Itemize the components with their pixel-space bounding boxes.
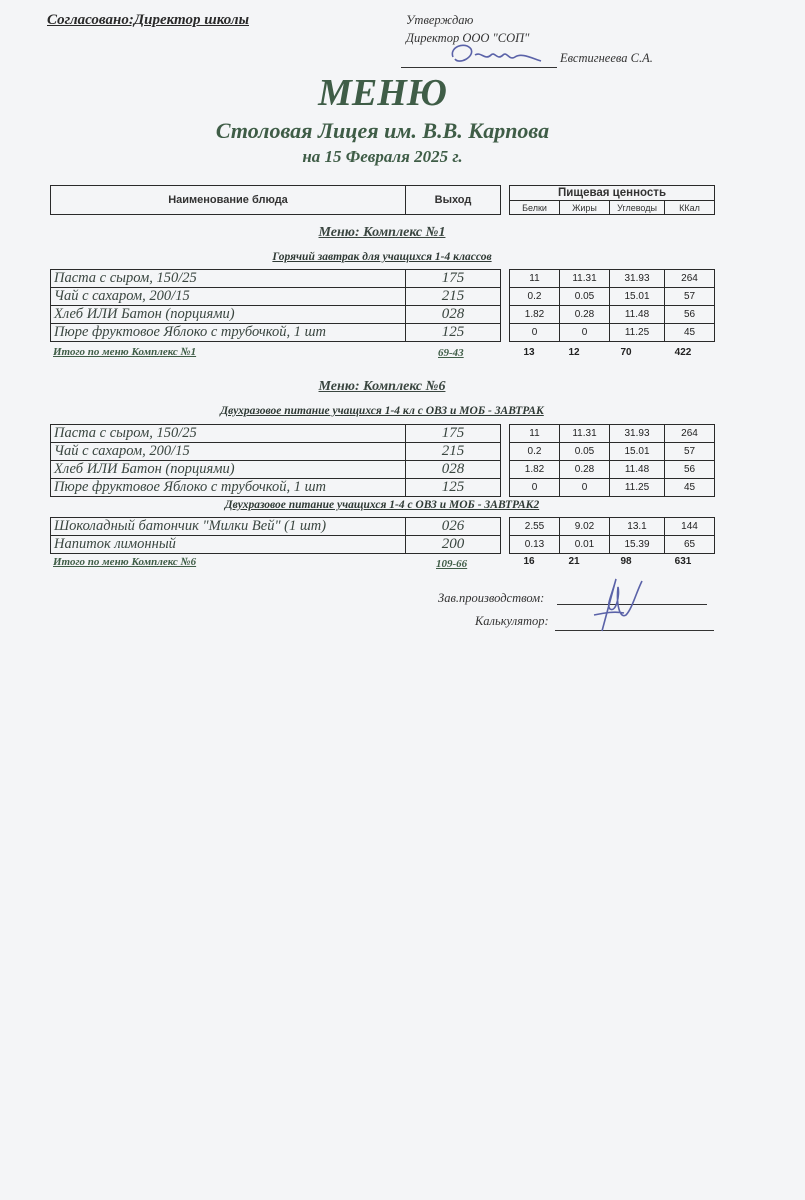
complex6-subtitle2: Двухразовое питание учащихся 1-4 с ОВЗ и МОБ - ЗАВТРАК2 — [224, 499, 540, 511]
dish-protein: 1.82 — [510, 461, 560, 479]
complex6-total-price: 109-66 — [436, 558, 468, 570]
dish-fat: 9.02 — [560, 518, 610, 536]
menu-row — [51, 536, 715, 554]
dish-name: Паста с сыром, 150/25 — [51, 270, 406, 288]
dish-protein: 0 — [510, 479, 560, 497]
dish-fat: 0.28 — [560, 461, 610, 479]
row-gap — [501, 425, 510, 443]
header-gap — [501, 186, 510, 215]
dish-yield: 215 — [406, 443, 501, 461]
header-nutrition: Пищевая ценность — [510, 186, 715, 201]
dish-yield: 175 — [406, 425, 501, 443]
menu-row — [51, 306, 715, 324]
production-signature — [590, 575, 650, 633]
complex1-total-kcal: 422 — [674, 347, 692, 358]
dish-yield: 026 — [406, 518, 501, 536]
row-gap — [501, 270, 510, 288]
menu-header-table — [50, 185, 715, 215]
dish-carbs: 11.48 — [610, 461, 665, 479]
dish-carbs: 11.25 — [610, 479, 665, 497]
dish-name: Хлеб ИЛИ Батон (порциями) — [51, 306, 406, 324]
canteen-name: Столовая Лицея им. В.В. Карпова — [215, 118, 550, 143]
dish-carbs: 15.01 — [610, 443, 665, 461]
row-gap — [501, 461, 510, 479]
dish-fat: 0.05 — [560, 443, 610, 461]
row-gap — [501, 443, 510, 461]
row-gap — [501, 536, 510, 554]
dish-yield: 125 — [406, 479, 501, 497]
dish-protein: 0.13 — [510, 536, 560, 554]
complex1-total-fat: 12 — [568, 347, 580, 358]
dish-name: Паста с сыром, 150/25 — [51, 425, 406, 443]
production-manager-label: Зав.производством: — [438, 591, 545, 605]
dish-kcal: 144 — [665, 518, 715, 536]
complex6-title: Меню: Комплекс №6 — [318, 379, 446, 394]
dish-protein: 0 — [510, 324, 560, 342]
dish-yield: 028 — [406, 461, 501, 479]
header-carbs: Углеводы — [610, 201, 665, 215]
dish-yield: 175 — [406, 270, 501, 288]
dish-name: Чай с сахаром, 200/15 — [51, 288, 406, 306]
dish-kcal: 264 — [665, 270, 715, 288]
menu-date: на 15 Февраля 2025 г. — [302, 147, 463, 166]
dish-carbs: 11.48 — [610, 306, 665, 324]
complex1-total-label: Итого по меню Комплекс №1 — [53, 346, 197, 358]
dish-protein: 0.2 — [510, 443, 560, 461]
dish-protein: 11 — [510, 270, 560, 288]
dish-protein: 0.2 — [510, 288, 560, 306]
dish-kcal: 45 — [665, 479, 715, 497]
dish-yield: 028 — [406, 306, 501, 324]
complex1-title: Меню: Комплекс №1 — [318, 225, 446, 240]
dish-kcal: 264 — [665, 425, 715, 443]
dish-kcal: 56 — [665, 306, 715, 324]
page-title: МЕНЮ — [318, 72, 447, 114]
dish-fat: 0 — [560, 324, 610, 342]
header-kcal: ККал — [665, 201, 715, 215]
dish-fat: 0.05 — [560, 288, 610, 306]
dish-kcal: 56 — [665, 461, 715, 479]
menu-row — [51, 425, 715, 443]
complex6-subtitle1: Двухразовое питание учащихся 1-4 кл с ОВЗ и МОБ - ЗАВТРАК — [220, 405, 544, 417]
dish-name: Пюре фруктовое Яблоко с трубочкой, 1 шт — [51, 324, 406, 342]
calculator-label: Калькулятор: — [475, 614, 549, 628]
complex6-total-fat: 21 — [568, 556, 580, 567]
menu-row — [51, 518, 715, 536]
dish-name: Напиток лимонный — [51, 536, 406, 554]
approve-label: Утверждаю — [406, 13, 474, 27]
complex6-total-label: Итого по меню Комплекс №6 — [53, 556, 197, 568]
director-signature-line — [401, 67, 557, 68]
dish-carbs: 11.25 — [610, 324, 665, 342]
header-protein: Белки — [510, 201, 560, 215]
menu-row — [51, 324, 715, 342]
complex6-total-carbs: 98 — [620, 556, 632, 567]
complex1-table — [50, 269, 715, 342]
dish-yield: 200 — [406, 536, 501, 554]
complex6-table1 — [50, 424, 715, 497]
dish-carbs: 31.93 — [610, 425, 665, 443]
row-gap — [501, 288, 510, 306]
director-title: Директор ООО "СОП" — [406, 31, 530, 45]
dish-carbs: 31.93 — [610, 270, 665, 288]
menu-row — [51, 443, 715, 461]
dish-fat: 11.31 — [560, 270, 610, 288]
complex1-total-protein: 13 — [523, 347, 535, 358]
header-fat: Жиры — [560, 201, 610, 215]
complex1-total-carbs: 70 — [620, 347, 632, 358]
menu-row — [51, 461, 715, 479]
row-gap — [501, 324, 510, 342]
dish-kcal: 45 — [665, 324, 715, 342]
dish-fat: 0 — [560, 479, 610, 497]
dish-yield: 125 — [406, 324, 501, 342]
dish-name: Чай с сахаром, 200/15 — [51, 443, 406, 461]
header-dish: Наименование блюда — [51, 186, 406, 215]
complex6-total-protein: 16 — [523, 556, 535, 567]
dish-carbs: 15.39 — [610, 536, 665, 554]
menu-row — [51, 270, 715, 288]
complex1-subtitle: Горячий завтрак для учащихся 1-4 классов — [272, 251, 492, 263]
dish-yield: 215 — [406, 288, 501, 306]
row-gap — [501, 306, 510, 324]
dish-carbs: 13.1 — [610, 518, 665, 536]
dish-protein: 2.55 — [510, 518, 560, 536]
dish-fat: 0.01 — [560, 536, 610, 554]
dish-kcal: 57 — [665, 443, 715, 461]
dish-carbs: 15.01 — [610, 288, 665, 306]
row-gap — [501, 518, 510, 536]
dish-name: Шоколадный батончик "Милки Вей" (1 шт) — [51, 518, 406, 536]
header-yield: Выход — [406, 186, 501, 215]
dish-protein: 11 — [510, 425, 560, 443]
complex6-total-kcal: 631 — [674, 556, 692, 567]
menu-row — [51, 288, 715, 306]
dish-fat: 11.31 — [560, 425, 610, 443]
dish-name: Хлеб ИЛИ Батон (порциями) — [51, 461, 406, 479]
dish-name: Пюре фруктовое Яблоко с трубочкой, 1 шт — [51, 479, 406, 497]
dish-kcal: 57 — [665, 288, 715, 306]
complex1-total-price: 69-43 — [438, 347, 464, 359]
complex6-table2 — [50, 517, 715, 554]
agreed-label: Согласовано:Директор школы — [47, 12, 249, 28]
row-gap — [501, 479, 510, 497]
menu-row — [51, 479, 715, 497]
dish-kcal: 65 — [665, 536, 715, 554]
dish-protein: 1.82 — [510, 306, 560, 324]
director-name: Евстигнеева С.А. — [560, 51, 653, 65]
dish-fat: 0.28 — [560, 306, 610, 324]
